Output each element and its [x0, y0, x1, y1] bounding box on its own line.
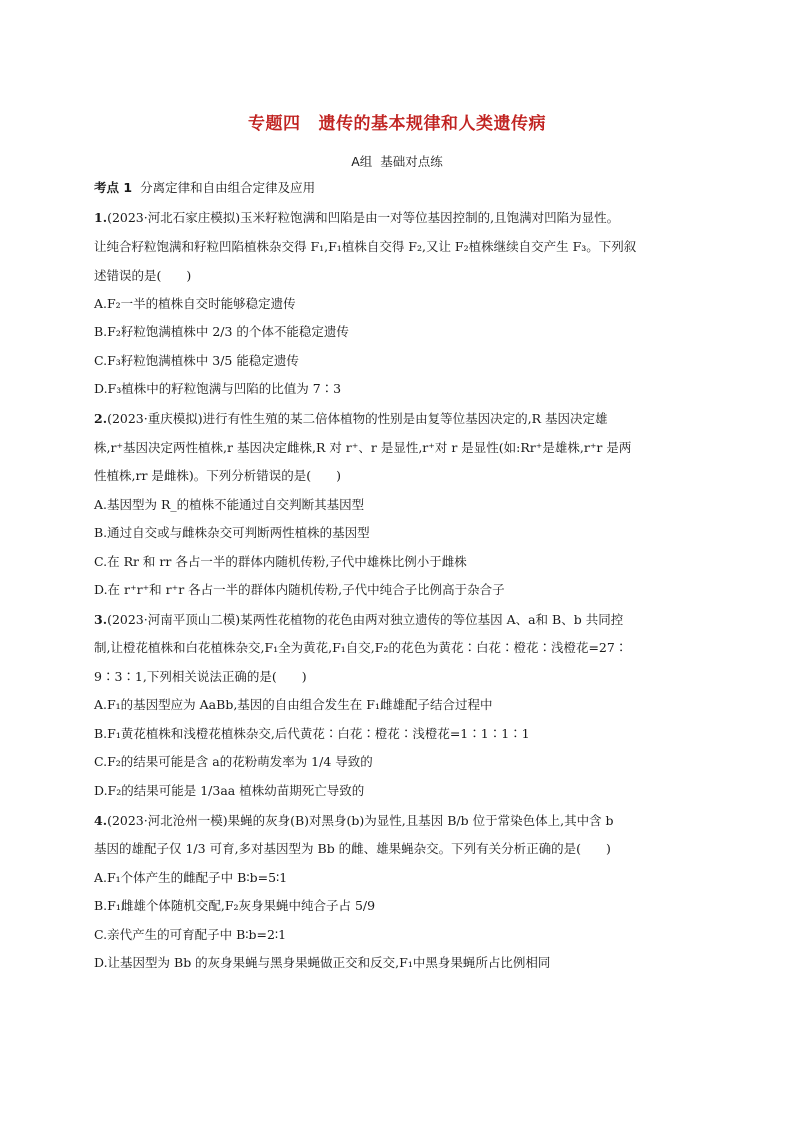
question-2-option-a: A.基因型为 R_的植株不能通过自交判断其基因型 — [94, 497, 365, 512]
question-4-option-b: B.F₁雌雄个体随机交配,F₂灰身果蝇中纯合子占 5/9 — [94, 898, 376, 913]
group-heading — [0, 152, 794, 170]
question-3-option-d: D.F₂的结果可能是 1/3aa 植株幼苗期死亡导致的 — [94, 783, 365, 798]
question-2-line-3: 性植株,rr 是雌株)。下列分析错误的是( ) — [94, 468, 342, 483]
question-4-line-2: 基因的雄配子仅 1/3 可育,多对基因型为 Bb 的雌、雄果蝇杂交。下列有关分析正确的是( ) — [94, 841, 611, 856]
group-name: 基础对点练 — [380, 154, 443, 169]
question-3-line-3: 9∶3∶1,下列相关说法正确的是( ) — [94, 669, 307, 684]
question-1-line-2: 让纯合籽粒饱满和籽粒凹陷植株杂交得 F₁,F₁植株自交得 F₂,又让 F₂植株继续自交产生 F₃。下列叙 — [94, 239, 637, 254]
question-2-option-d: D.在 r⁺r⁺和 r⁺r 各占一半的群体内随机传粉,子代中纯合子比例高于杂合子 — [94, 582, 505, 597]
question-3-line-1: 3.(2023·河南平顶山二模)某两性花植物的花色由两对独立遗传的等位基因 A、a和 B、b 共同控 — [94, 612, 624, 627]
question-4-option-a: A.F₁个体产生的雌配子中 B∶b=5∶1 — [94, 870, 288, 885]
question-3-option-c: C.F₂的结果可能是含 a的花粉萌发率为 1/4 导致的 — [94, 754, 373, 769]
question-3-line-2: 制,让橙花植株和白花植株杂交,F₁全为黄花,F₁自交,F₂的花色为黄花∶白花∶橙花∶浅橙花=27∶ — [94, 640, 628, 655]
section-heading — [94, 180, 315, 196]
question-2-option-b: B.通过自交或与雌株杂交可判断两性植株的基因型 — [94, 525, 370, 540]
question-number: 3. — [94, 612, 108, 627]
question-2-line-2: 株,r⁺基因决定两性植株,r 基因决定雌株,R 对 r⁺、r 是显性,r⁺对 r 是显性(如:Rr⁺是雄株,r⁺r 是两 — [94, 440, 632, 455]
question-3-option-b: B.F₁黄花植株和浅橙花植株杂交,后代黄花∶白花∶橙花∶浅橙花=1∶1∶1∶1 — [94, 726, 530, 741]
question-3-option-a: A.F₁的基因型应为 AaBb,基因的自由组合发生在 F₁雌雄配子结合过程中 — [94, 697, 493, 712]
question-1-option-c: C.F₃籽粒饱满植株中 3/5 能稳定遗传 — [94, 353, 299, 368]
question-2-line-1: 2.(2023·重庆模拟)进行有性生殖的某二倍体植物的性别是由复等位基因决定的,R 基因决定雄 — [94, 411, 608, 426]
title-text: 遗传的基本规律和人类遗传病 — [318, 114, 546, 134]
section-name: 分离定律和自由组合定律及应用 — [140, 180, 316, 195]
question-number: 2. — [94, 411, 108, 426]
question-1-line-1: 1.(2023·河北石家庄模拟)玉米籽粒饱满和凹陷是由一对等位基因控制的,且饱满对凹陷为显性。 — [94, 210, 620, 225]
question-2-option-c: C.在 Rr 和 rr 各占一半的群体内随机传粉,子代中雄株比例小于雌株 — [94, 554, 467, 569]
question-4-line-1: 4.(2023·河北沧州一模)果蝇的灰身(B)对黑身(b)为显性,且基因 B/b 位于常染色体上,其中含 b — [94, 813, 614, 828]
question-1-option-b: B.F₂籽粒饱满植株中 2/3 的个体不能稳定遗传 — [94, 324, 349, 339]
page-title — [0, 109, 794, 134]
question-1-option-d: D.F₃植株中的籽粒饱满与凹陷的比值为 7∶3 — [94, 381, 342, 396]
title-number: 专题四 — [248, 114, 301, 134]
group-label: A组 — [351, 154, 373, 169]
section-label: 考点 1 — [94, 180, 133, 195]
question-1-line-3: 述错误的是( ) — [94, 268, 192, 283]
question-number: 4. — [94, 813, 108, 828]
question-4-option-c: C.亲代产生的可育配子中 B∶b=2∶1 — [94, 927, 287, 942]
question-number: 1. — [94, 210, 108, 225]
question-4-option-d: D.让基因型为 Bb 的灰身果蝇与黑身果蝇做正交和反交,F₁中黑身果蝇所占比例相同 — [94, 955, 551, 970]
question-1-option-a: A.F₂一半的植株自交时能够稳定遗传 — [94, 296, 296, 311]
